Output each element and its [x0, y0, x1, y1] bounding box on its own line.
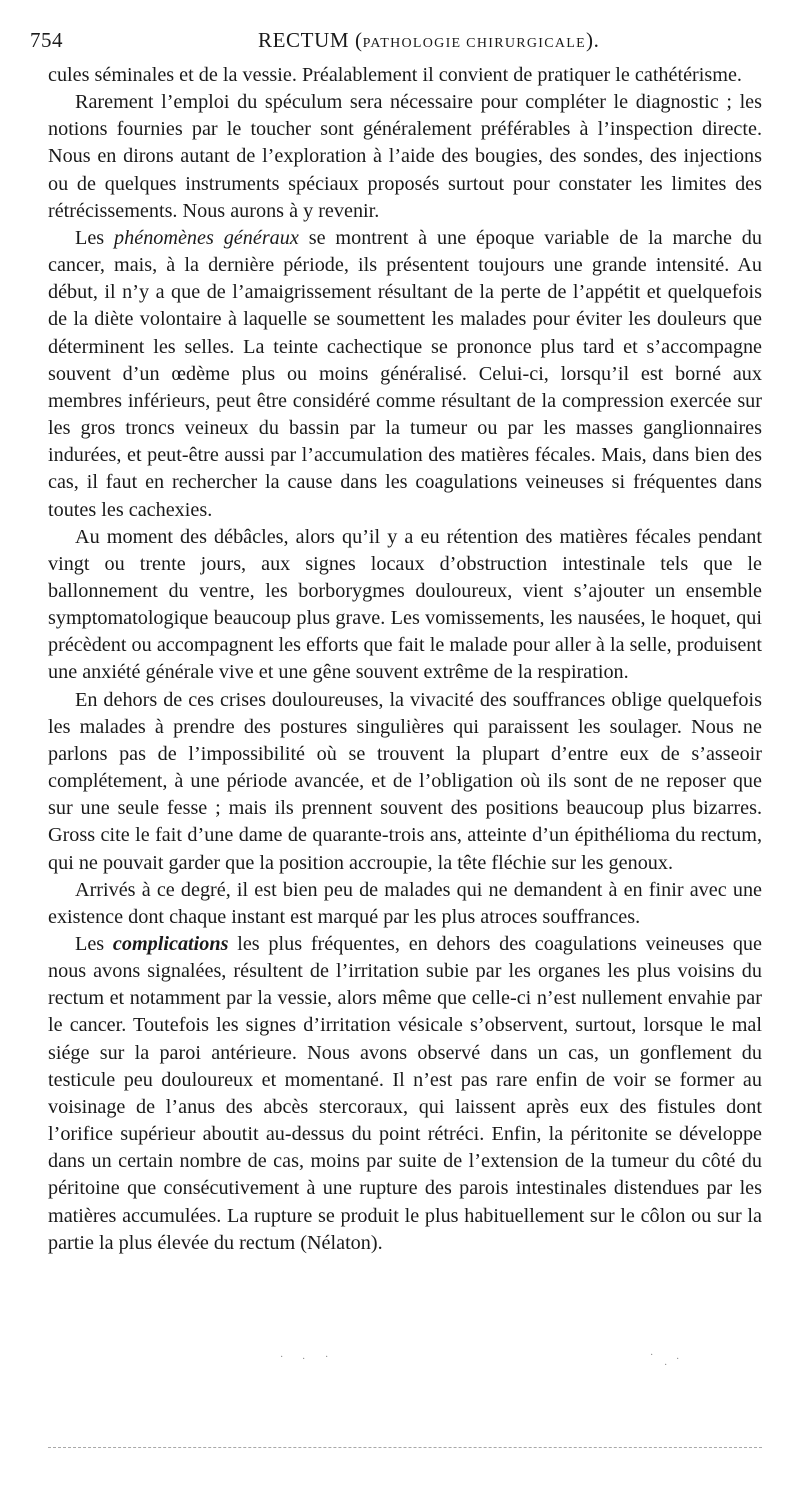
footer-dotted-rule: [48, 1447, 762, 1448]
speck-mark: ·: [664, 1360, 668, 1371]
running-head: [258, 28, 599, 53]
speck-mark: ·: [650, 1350, 654, 1361]
paragraph-debacles: [48, 524, 762, 687]
paragraph-text: cules séminales et de la vessie. Préalablement il convient de pratiquer le cathétérisme.: [48, 64, 742, 86]
paragraph-text: Arrivés à ce degré, il est bien peu de malades qui ne demandent à en finir avec une existence dont chaque instant est marqué par les plus atroces souffrances.: [48, 878, 762, 928]
paragraph-text: se montrent à une époque variable de la marche du cancer, mais, à la dernière période, ils présentent toujours une grande intensité. Au début, il n’y a que de l’amaigrissement résultant de la perte de l’appétit et quelquefois de la diète volontaire à laquelle se soumettent les malades pour éviter les douleurs que déterminent les selles. La teinte cachectique se prononce plus tard et s’accompagne souvent d’un œdème plus ou moins généralisé. Celui-ci, lorsqu’il est borné aux membres inférieurs, peut être considéré comme résultant de la compression exercée sur les gros troncs veineux du bassin par la tumeur ou par les masses ganglionnaires indurées, et peut-être aussi par l’accumulation des matières fécales. Mais, dans bien des cas, il faut en rechercher la cause dans les coagulations veineuses si fréquentes dans toutes les cachexies.: [48, 226, 762, 521]
paragraph-continuation: [48, 62, 762, 89]
paragraph-postures: [48, 687, 762, 877]
paragraph-text: En dehors de ces crises douloureuses, la vivacité des souffrances oblige quelquefois les malades à prendre des postures singulières qui paraissent les soulager. Nous ne parlons pas de l’impossibilité où se trouvent la plupart d’entre eux de s’asseoir complétement, à une période avancée, et de l’obligation où ils sont de ne reposer que sur une seule fesse ; mais ils prennent souvent des positions beaucoup plus bizarres. Gross cite le fait d’une dame de quarante-trois ans, atteinte d’un épithélioma du rectum, qui ne pouvait garder que la position accroupie, la tête fléchie sur les genoux.: [48, 688, 762, 874]
speck-mark: ·: [325, 1352, 329, 1363]
emphasis-complications: complications: [112, 933, 229, 955]
emphasis-phenomenes-generaux: phénomènes généraux: [114, 226, 299, 249]
running-head-close: ).: [586, 28, 600, 52]
paragraph-text: les plus fréquentes, en dehors des coagulations veineuses que nous avons signalées, résultent de l’irritation subie par les organes les plus voisins du rectum et notamment par la vessie, alors même que celle-ci n’est nullement envahie par le cancer. Toutefois les signes d’irritation vésicale s’observent, surtout, lorsque le mal siége sur la paroi antérieure. Nous avons observé dans un cas, un gonflement du testicule peu douloureux et momentané. Il n’est pas rare enfin de voir se former au voisinage de l’anus des abcès stercoraux, qui laissent après eux des fistules dont l’orifice supérieur aboutit au-dessus du point rétréci. Enfin, la péritonite se développe dans un certain nombre de cas, moins par suite de l’extension de la tumeur du côté du péritoine que consécutivement à une rupture des parois intestinales distendues par les matières accumulées. La rupture se produit le plus habituellement sur le côlon ou sur la partie la plus élevée du rectum (Nélaton).: [48, 933, 762, 1254]
paragraph-text: Rarement l’emploi du spéculum sera nécessaire pour compléter le diagnostic ; les notions fournies par le toucher sont généralement préférables à l’inspection directe. Nous en dirons autant de l’exploration à l’aide des bougies, des sondes, des injections ou de quelques instruments spéciaux proposés surtout pour constater les limites des rétrécissements. Nous aurons à y revenir.: [48, 91, 762, 222]
running-head-title: RECTUM (: [258, 28, 363, 52]
paragraph-text: Au moment des débâcles, alors qu’il y a eu rétention des matières fécales pendant vingt ou trente jours, aux signes locaux d’obstruction intestinale tels que le ballonnement du ventre, les borborygmes douloureux, vient s’ajouter un ensemble symptomatologique beaucoup plus grave. Les vomissements, les nausées, le hoquet, qui précèdent ou accompagnent les efforts que fait le malade pour aller à la selle, produisent une anxiété générale vive et une gêne souvent extrême de la respiration.: [48, 525, 762, 684]
body-text: [48, 62, 762, 1257]
paragraph-speculum: [48, 89, 762, 225]
page-header: [30, 28, 770, 60]
paragraph-lead: Les: [75, 933, 113, 955]
speck-mark: ·: [302, 1354, 306, 1365]
paragraph-general-phenomena: [48, 225, 762, 524]
paragraph-complications: [48, 931, 762, 1257]
paragraph-lead: Les: [75, 226, 115, 249]
paragraph-degree: [48, 877, 762, 931]
speck-mark: ·: [676, 1354, 680, 1365]
page-number: 754: [30, 28, 63, 52]
speck-mark: ·: [280, 1352, 284, 1363]
running-head-subtitle: PATHOLOGIE CHIRURGICALE: [362, 36, 587, 51]
print-specks: [280, 1350, 700, 1371]
